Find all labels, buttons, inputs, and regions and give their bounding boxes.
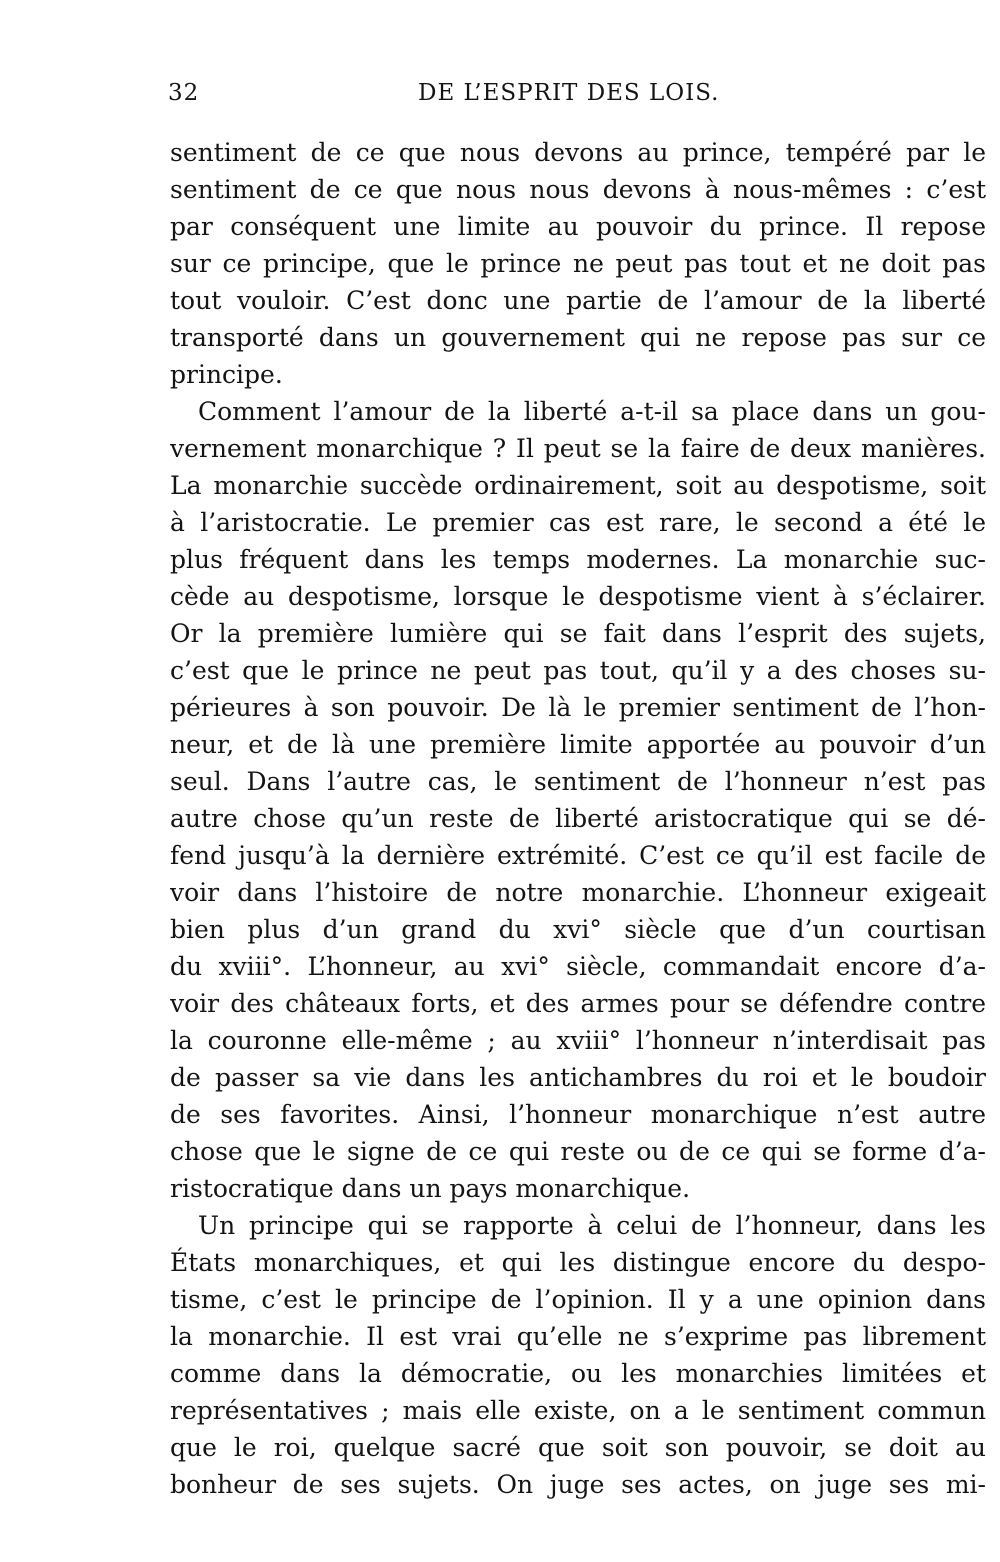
text-line: principe. bbox=[170, 360, 283, 389]
text-line: seul. Dans l’autre cas, le sentiment de l’honneur n’est pas bbox=[170, 767, 986, 796]
text-line: bien plus d’un grand du xvi° siècle que d’un courtisan bbox=[170, 915, 986, 944]
text-line: la monarchie. Il est vrai qu’elle ne s’exprime pas librement bbox=[170, 1322, 986, 1351]
text-line: voir des châteaux forts, et des armes pour se défendre contre bbox=[170, 989, 986, 1018]
text-line: plus fréquent dans les temps modernes. La monarchie suc- bbox=[170, 545, 986, 574]
text-line: du xviii°. L’honneur, au xvi° siècle, commandait encore d’a- bbox=[170, 952, 986, 981]
text-line: à l’aristocratie. Le premier cas est rare, le second a été le bbox=[170, 508, 986, 537]
text-line: bonheur de ses sujets. On juge ses actes, on juge ses mi- bbox=[170, 1470, 986, 1499]
text-line: par conséquent une limite au pouvoir du prince. Il repose bbox=[170, 212, 986, 241]
running-title: DE L’ESPRIT DES LOIS. bbox=[418, 80, 720, 106]
text-line: tout vouloir. C’est donc une partie de l’amour de la liberté bbox=[170, 286, 986, 315]
text-line: voir dans l’histoire de notre monarchie. L’honneur exigeait bbox=[170, 878, 986, 907]
text-line: sentiment de ce que nous devons au prince, tempéré par le bbox=[170, 138, 986, 167]
text-line: chose que le signe de ce qui reste ou de ce qui se forme d’a- bbox=[170, 1137, 986, 1166]
text-line: de passer sa vie dans les antichambres du roi et le boudoir bbox=[170, 1063, 986, 1092]
text-line: La monarchie succède ordinairement, soit au despotisme, soit bbox=[170, 471, 986, 500]
text-line: c’est que le prince ne peut pas tout, qu’il y a des choses su- bbox=[170, 656, 986, 685]
text-line: sentiment de ce que nous nous devons à nous-mêmes : c’est bbox=[170, 175, 986, 204]
text-line: États monarchiques, et qui les distingue encore du despo- bbox=[170, 1248, 986, 1277]
text-line: tisme, c’est le principe de l’opinion. Il y a une opinion dans bbox=[170, 1285, 986, 1314]
text-line: que le roi, quelque sacré que soit son pouvoir, se doit au bbox=[170, 1433, 986, 1462]
text-line: comme dans la démocratie, ou les monarchies limitées et bbox=[170, 1359, 986, 1388]
text-line: Un principe qui se rapporte à celui de l’honneur, dans les bbox=[198, 1211, 986, 1240]
text-line: de ses favorites. Ainsi, l’honneur monarchique n’est autre bbox=[170, 1100, 986, 1129]
text-line: périeures à son pouvoir. De là le premier sentiment de l’hon- bbox=[170, 693, 986, 722]
text-line: sur ce principe, que le prince ne peut pas tout et ne doit pas bbox=[170, 249, 986, 278]
page-header bbox=[168, 80, 988, 120]
text-line: la couronne elle-même ; au xviii° l’honneur n’interdisait pas bbox=[170, 1026, 986, 1055]
text-line: transporté dans un gouvernement qui ne repose pas sur ce bbox=[170, 323, 986, 352]
text-line: Or la première lumière qui se fait dans l’esprit des sujets, bbox=[170, 619, 986, 648]
text-line: cède au despotisme, lorsque le despotisme vient à s’éclairer. bbox=[170, 582, 986, 611]
text-line: fend jusqu’à la dernière extrémité. C’est ce qu’il est facile de bbox=[170, 841, 986, 870]
body-text bbox=[170, 134, 986, 1503]
text-line: vernement monarchique ? Il peut se la faire de deux manières. bbox=[170, 434, 986, 463]
text-line: Comment l’amour de la liberté a-t-il sa place dans un gou- bbox=[198, 397, 986, 426]
text-line: autre chose qu’un reste de liberté aristocratique qui se dé- bbox=[170, 804, 986, 833]
page-number: 32 bbox=[168, 80, 200, 106]
text-line: ristocratique dans un pays monarchique. bbox=[170, 1174, 691, 1203]
text-line: représentatives ; mais elle existe, on a le sentiment commun bbox=[170, 1396, 986, 1425]
text-line: neur, et de là une première limite apportée au pouvoir d’un bbox=[170, 730, 986, 759]
